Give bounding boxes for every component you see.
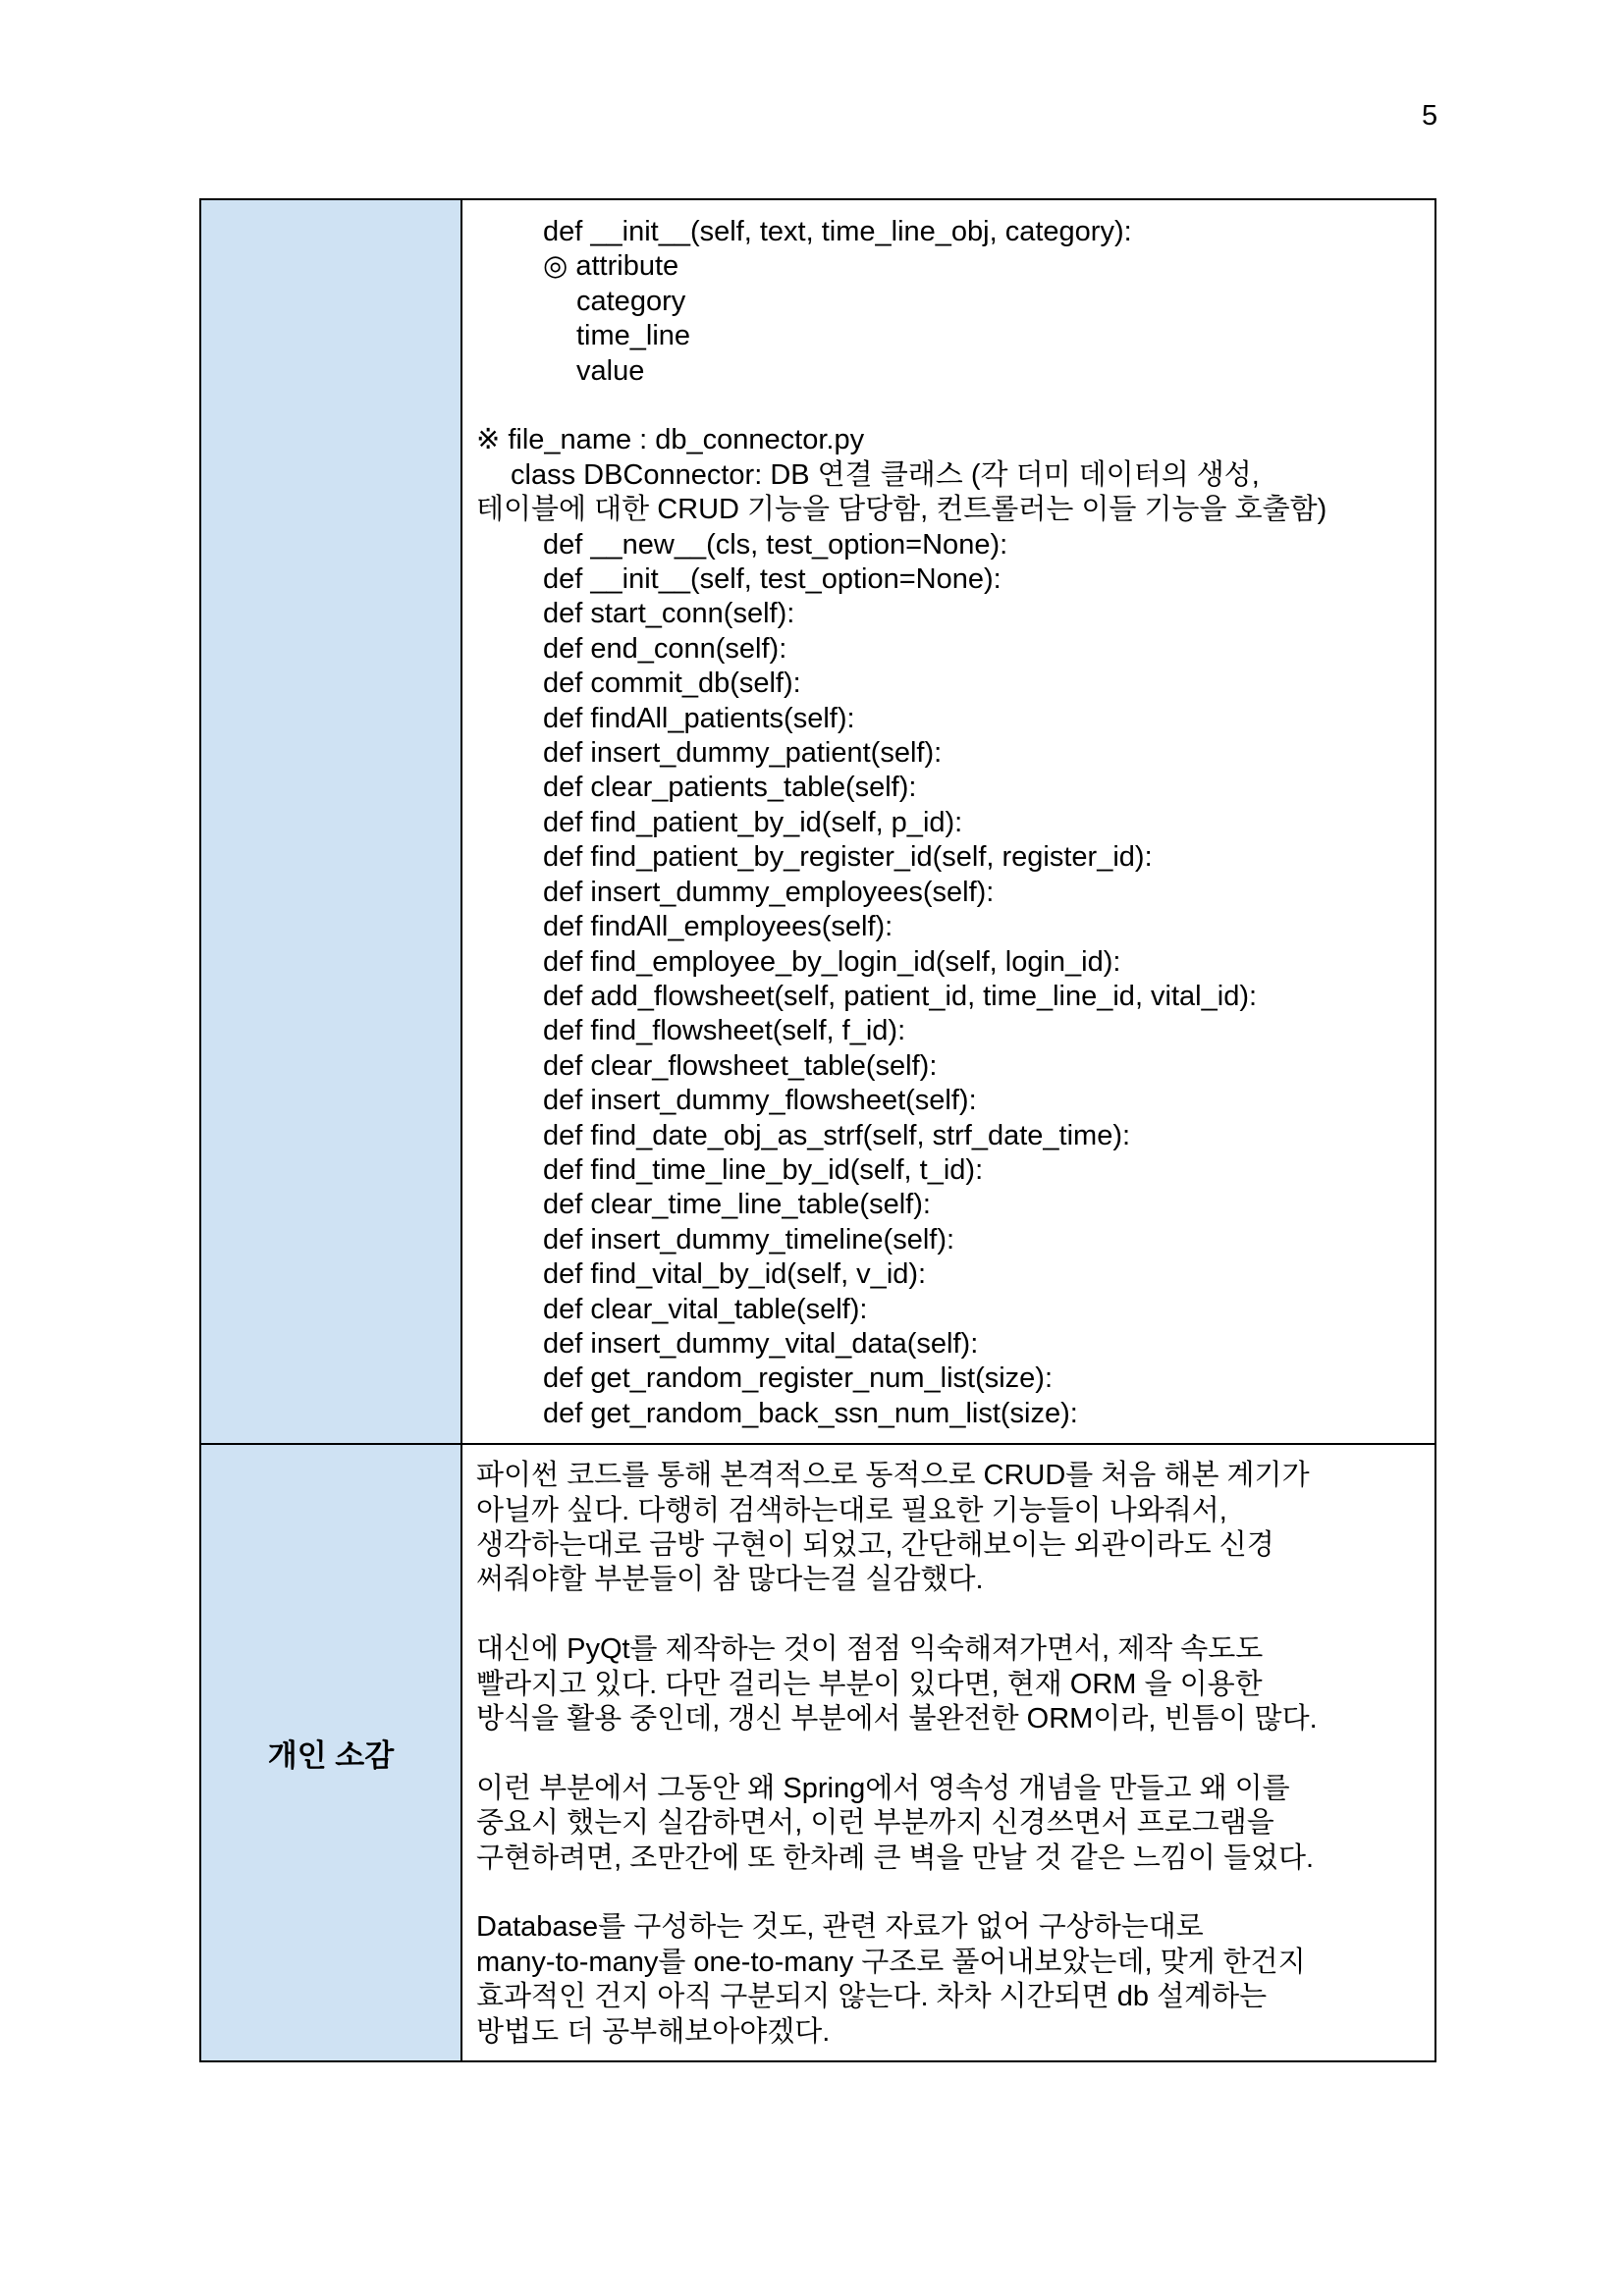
opinion-line: 중요시 했는지 실감하면서, 이런 부분까지 신경쓰면서 프로그램을 [476,1807,1274,1840]
method-signature-line: def add_flowsheet(self, patient_id, time_line_id, vital_id): [543,980,1258,1012]
attribute-item: value [576,354,645,387]
row-label-personal-opinion: 개인 소감 [267,1738,395,1774]
method-signature-line: def insert_dummy_patient(self): [543,737,943,770]
method-signature-line: def insert_dummy_employees(self): [543,876,995,908]
opinion-line: Database를 구성하는 것도, 관련 자료가 없어 구상하는대로 [476,1911,1204,1944]
method-signature-line: def find_vital_by_id(self, v_id): [543,1258,927,1291]
method-signature-line: def insert_dummy_flowsheet(self): [543,1085,977,1117]
method-signature-line: def clear_flowsheet_table(self): [543,1049,938,1082]
method-signature-line: def findAll_patients(self): [543,702,855,734]
method-list [476,528,1425,1432]
code-listing-cell [461,199,1435,1444]
method-signature-line: def find_flowsheet(self, f_id): [543,1015,906,1047]
method-signature-line: def find_patient_by_register_id(self, register_id): [543,841,1153,874]
method-signature-line: def insert_dummy_vital_data(self): [543,1327,979,1360]
class-description-continuation: 테이블에 대한 CRUD 기능을 담당함, 컨트롤러는 이들 기능을 호출함) [476,494,1327,526]
method-signature-line: def __new__(cls, test_option=None): [543,528,1008,561]
report-table [199,198,1436,2062]
opinion-paragraphs [462,1445,1435,2059]
opinion-line: 빨라지고 있다. 다만 걸리는 부분이 있다면, 현재 ORM 을 이용한 [476,1668,1263,1700]
opinion-line: 방식을 활용 중인데, 갱신 부분에서 불완전한 ORM이라, 빈틈이 많다. [476,1703,1318,1735]
attribute-item: category [576,285,686,317]
opinion-line: 생각하는대로 금방 구현이 되었고, 간단해보이는 외관이라도 신경 [476,1529,1274,1562]
opinion-line: 효과적인 건지 아직 구분되지 않는다. 차차 시간되면 db 설계하는 [476,1981,1268,2013]
method-signature-line: def commit_db(self): [543,667,801,700]
opinion-paragraph [476,1910,1425,2050]
opinion-line: 방법도 더 공부해보아야겠다. [476,2015,831,2048]
method-signature-line: def find_date_obj_as_strf(self, strf_date_time): [543,1119,1131,1151]
file-name-line: ※ file_name : db_connector.py [476,424,865,456]
init-signature-line: def __init__(self, text, time_line_obj, category): [543,216,1132,247]
opinion-text-cell [461,1444,1435,2061]
page-number: 5 [1422,100,1438,132]
method-signature-line: def insert_dummy_timeline(self): [543,1223,955,1255]
row-label-cell [200,1444,461,2061]
method-signature-line: def find_patient_by_id(self, p_id): [543,806,963,838]
class-description-line: class DBConnector: DB 연결 클래스 (각 더미 데이터의 생성, [511,458,1260,491]
opinion-line: 써줘야할 부분들이 참 많다는걸 실감했다. [476,1564,984,1596]
row-label-empty [200,199,461,1444]
method-signature-line: def get_random_register_num_list(size): [543,1362,1054,1395]
opinion-line: 이런 부분에서 그동안 왜 Spring에서 영속성 개념을 만들고 왜 이를 [476,1772,1290,1804]
method-signature-line: def find_employee_by_login_id(self, login_id): [543,945,1121,978]
opinion-paragraph [476,1632,1425,1736]
method-signature-line: def end_conn(self): [543,632,787,665]
opinion-paragraph [476,1459,1425,1598]
opinion-line: 파이썬 코드를 통해 본격적으로 동적으로 CRUD를 처음 해본 계기가 [476,1460,1310,1492]
method-signature-line: def clear_vital_table(self): [543,1293,868,1325]
opinion-line: 대신에 PyQt를 제작하는 것이 점점 익숙해져가면서, 제작 속도도 [476,1633,1264,1666]
attribute-item: time_line [576,320,691,352]
table-row-code [200,199,1435,1444]
method-signature-line: def clear_time_line_table(self): [543,1189,931,1221]
attribute-heading-line: ◎ attribute [543,250,679,283]
method-signature-line: def clear_patients_table(self): [543,772,917,804]
method-signature-line: def __init__(self, test_option=None): [543,563,1001,596]
opinion-paragraph [476,1772,1425,1876]
method-signature-line: def find_time_line_by_id(self, t_id): [543,1153,984,1186]
opinion-line: 아닐까 싶다. 다행히 검색하는대로 필요한 기능들이 나와줘서, [476,1494,1227,1526]
opinion-line: 구현하려면, 조만간에 또 한차례 큰 벽을 만날 것 같은 느낌이 들었다. [476,1842,1315,1874]
table-row-opinion [200,1444,1435,2061]
method-signature-line: def get_random_back_ssn_num_list(size): [543,1397,1078,1429]
opinion-line: many-to-many를 one-to-many 구조로 풀어내보았는데, 맞게 한건지 [476,1946,1306,1978]
method-signature-line: def start_conn(self): [543,598,795,630]
method-signature-line: def findAll_employees(self): [543,911,893,943]
